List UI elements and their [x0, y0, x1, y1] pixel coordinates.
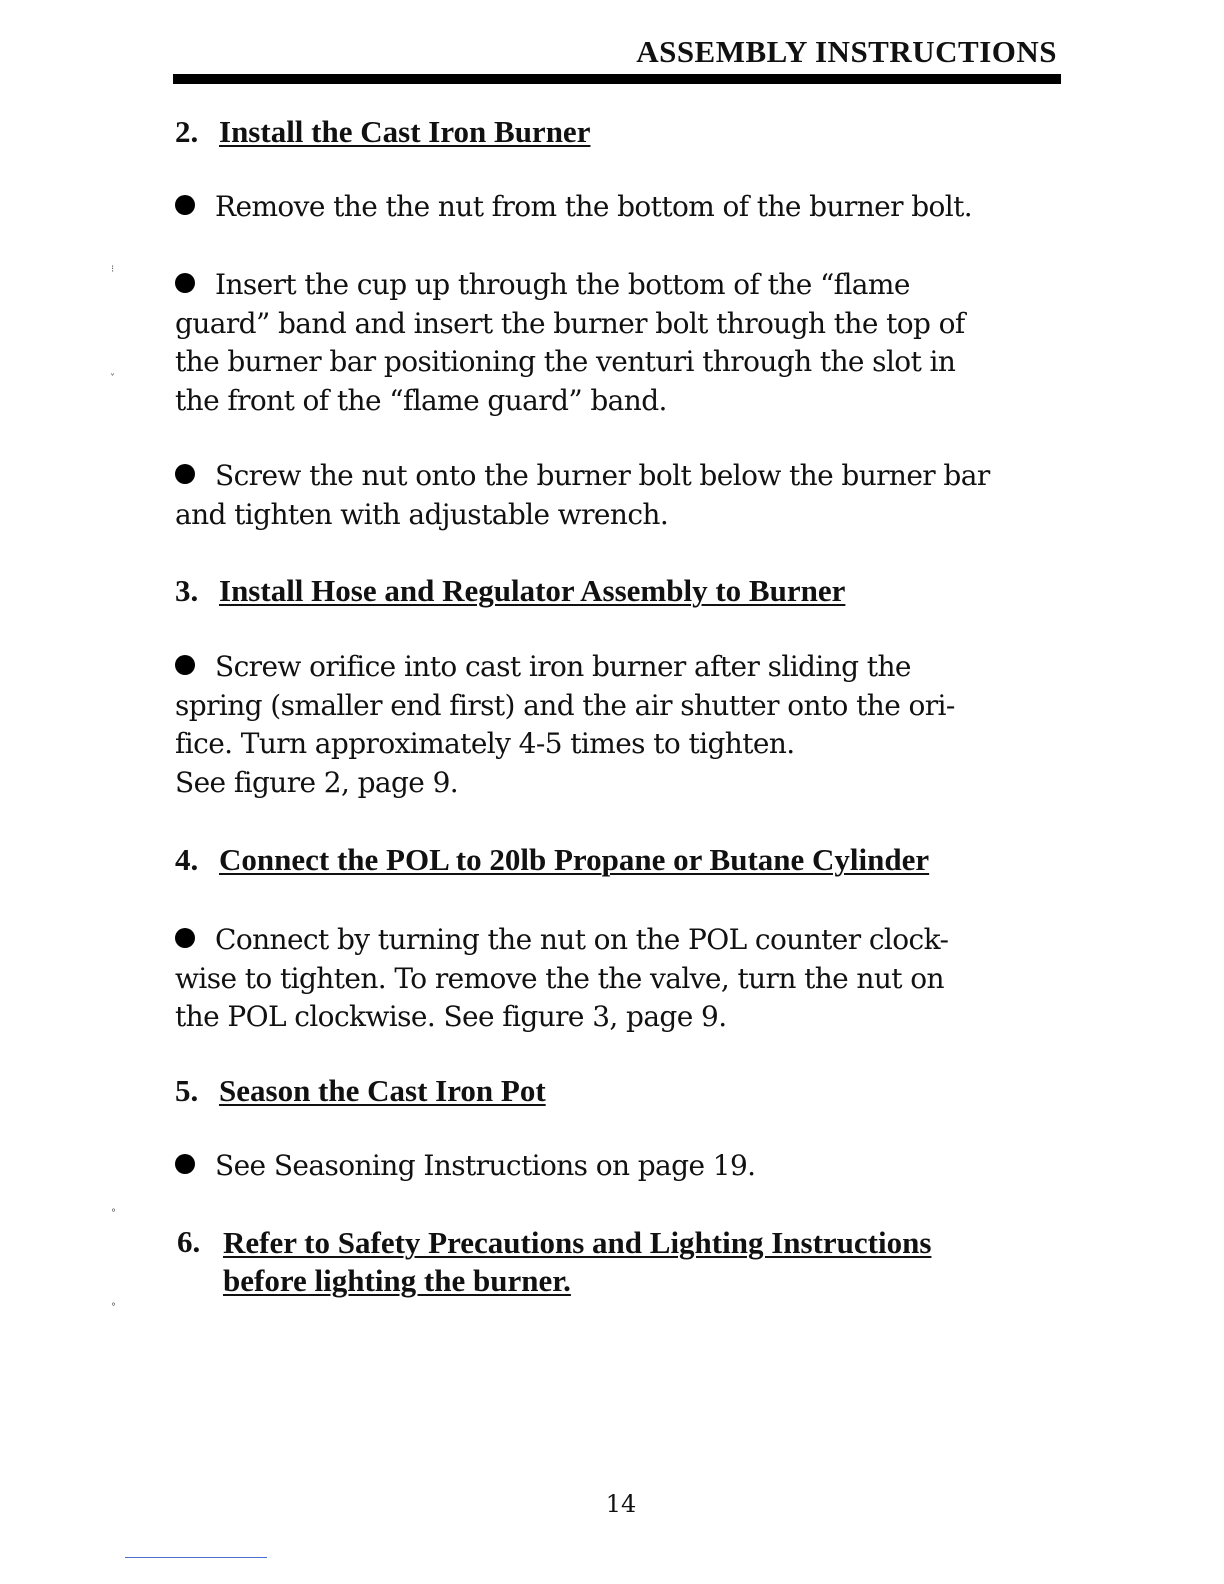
section-number: 5. [175, 1073, 199, 1108]
bullet-paragraph: Insert the cup up through the bottom of the “flame guard” band and insert the burner bolt through the top of the burner bar positioning the venturi through the slot in the front of the “flame guard” band. [175, 268, 965, 417]
scan-speck: ˬ [110, 365, 115, 376]
bullet-icon [175, 273, 195, 293]
scan-speck: ° [111, 1208, 116, 1219]
section-title: Install Hose and Regulator Assembly to Burner [219, 573, 846, 608]
bullet-paragraph: Remove the the nut from the bottom of the burner bolt. [175, 188, 1060, 227]
bullet-paragraph: Connect by turning the nut on the POL counter clock- wise to tighten. To remove the the valve, turn the nut on the POL clockwise. See figure 3, page 9. [175, 923, 949, 1033]
page-number: 14 [605, 1490, 637, 1518]
scan-speck: ° [111, 1302, 116, 1313]
bullet-icon [175, 464, 195, 484]
section-number: 2. [175, 114, 199, 149]
bullet-icon [175, 928, 195, 948]
bullet-icon [175, 195, 195, 215]
scan-speck: ⁝ [111, 264, 115, 275]
bullet-paragraph: Screw orifice into cast iron burner after sliding the spring (smaller end first) and the air shutter onto the ori- fice. Turn approximately 4-5 times to tighten. See figure 2, page 9. [175, 650, 955, 799]
section-number: 4. [175, 842, 199, 877]
footer-rule [125, 1557, 267, 1558]
bullet-icon [175, 655, 195, 675]
section-number: 6. [177, 1224, 201, 1259]
header-rule [173, 74, 1061, 84]
bullet-paragraph: Screw the nut onto the burner bolt below the burner bar and tighten with adjustable wrench. [175, 459, 990, 531]
section-heading-5 [175, 1073, 546, 1109]
header-title: ASSEMBLY INSTRUCTIONS [636, 34, 1057, 69]
section-title: Connect the POL to 20lb Propane or Butane Cylinder [219, 842, 930, 877]
bullet-icon [175, 1154, 195, 1174]
section-title: Season the Cast Iron Pot [219, 1073, 546, 1108]
section-title: Install the Cast Iron Burner [219, 114, 591, 149]
section-heading-6 [175, 1224, 931, 1300]
section-heading-3 [175, 573, 845, 609]
section-number: 3. [175, 573, 199, 608]
section-title-line: Refer to Safety Precautions and Lighting Instructions [223, 1225, 932, 1260]
section-heading-4 [175, 842, 929, 878]
bullet-paragraph: See Seasoning Instructions on page 19. [175, 1147, 1060, 1186]
section-title-line: before lighting the burner. [223, 1263, 571, 1298]
section-heading-2 [175, 114, 590, 150]
